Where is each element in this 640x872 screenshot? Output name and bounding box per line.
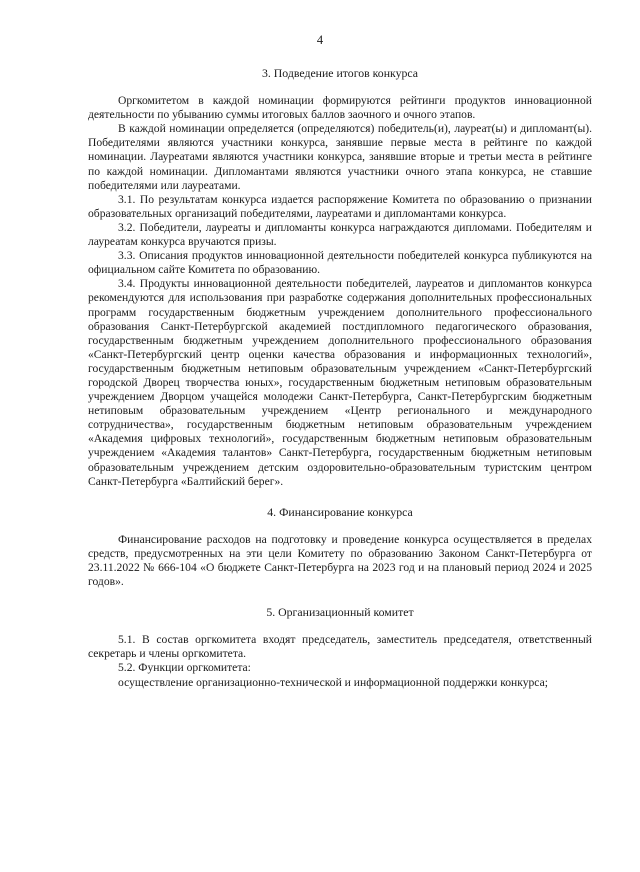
document-body xyxy=(88,60,592,690)
clause-3-3: 3.3. Описания продуктов инновационной деятельности победителей конкурса публикуются на официальном сайте Комитета по образованию. xyxy=(88,249,592,277)
section-4-heading: 4. Финансирование конкурса xyxy=(267,504,413,519)
clause-3-4: 3.4. Продукты инновационной деятельности победителей, лауреатов и дипломантов конкурса рекомендуются для использования при разработке содержания дополнительных профессиональных программ государственным бюджетным учреждением дополнительного профессионального образования Санкт-Петербургской академией постдипломного педагогического образования, государственным бюджетным учреждением дополнительного профессионального образования «Санкт-Петербургский центр оценки качества образования и информационных технологий», государственным бюджетным нетиповым образовательным учреждением «Санкт-Петербургский городской Дворец творчества юных», государственным бюджетным нетиповым образовательным учреждением Дворцом учащейся молодежи Санкт-Петербурга, Санкт-Петербургским бюджетным нетиповым образовательным учреждением «Центр регионального и международного сотрудничества», государственным бюджетным нетиповым образовательным учреждением «Академия цифровых технологий», государственным бюджетным нетиповым образовательным учреждением «Академия талантов» Санкт-Петербурга, государственным бюджетным нетиповым образовательным учреждением детским оздоровительно-образовательным туристским центром Санкт-Петербурга «Балтийский берег». xyxy=(88,277,592,488)
section-4-paragraph: Финансирование расходов на подготовку и проведение конкурса осуществляется в пределах средств, предусмотренных на эти цели Комитету по образованию Законом Санкт-Петербурга от 23.11.2022 № 666-104 «О бюджете Санкт-Петербурга на 2023 год и на плановый период 2024 и 2025 годов». xyxy=(88,532,592,589)
section-3-paragraph: Оргкомитетом в каждой номинации формируются рейтинги продуктов инновационной деятельности по убыванию суммы итоговых баллов заочного и очного этапов. xyxy=(88,94,592,122)
clause-3-2: 3.2. Победители, лауреаты и дипломанты конкурса награждаются дипломами. Победителям и лауреатам конкурса вручаются призы. xyxy=(88,220,592,249)
section-3-heading: 3. Подведение итогов конкурса xyxy=(261,66,418,80)
section-5-heading: 5. Организационный комитет xyxy=(266,605,414,620)
clause-5-2: 5.2. Функции оргкомитета: xyxy=(118,661,251,675)
section-3-paragraph: В каждой номинации определяется (определяются) победитель(и), лауреат(ы) и дипломант(ы). Победителями являются участники конкурса, занявшие первые места в рейтинге по каждой номинации. Лауреатами являются участники конкурса, занявшие вторые и третьи места в рейтинге по каждой номинации. Дипломантами являются участники очного этапа конкурса, не ставшие победителями или лауреатами. xyxy=(88,122,592,192)
section-5-list-item: осуществление организационно-технической и информационной поддержки конкурса; xyxy=(118,675,548,689)
clause-3-1: 3.1. По результатам конкурса издается распоряжение Комитета по образованию о признании образовательных организаций победителями, лауреатами и дипломантами конкурса. xyxy=(88,192,592,220)
clause-5-1: 5.1. В состав оргкомитета входят председатель, заместитель председателя, ответственный секретарь и члены оргкомитета. xyxy=(88,633,592,661)
page-number: 4 xyxy=(316,33,324,47)
